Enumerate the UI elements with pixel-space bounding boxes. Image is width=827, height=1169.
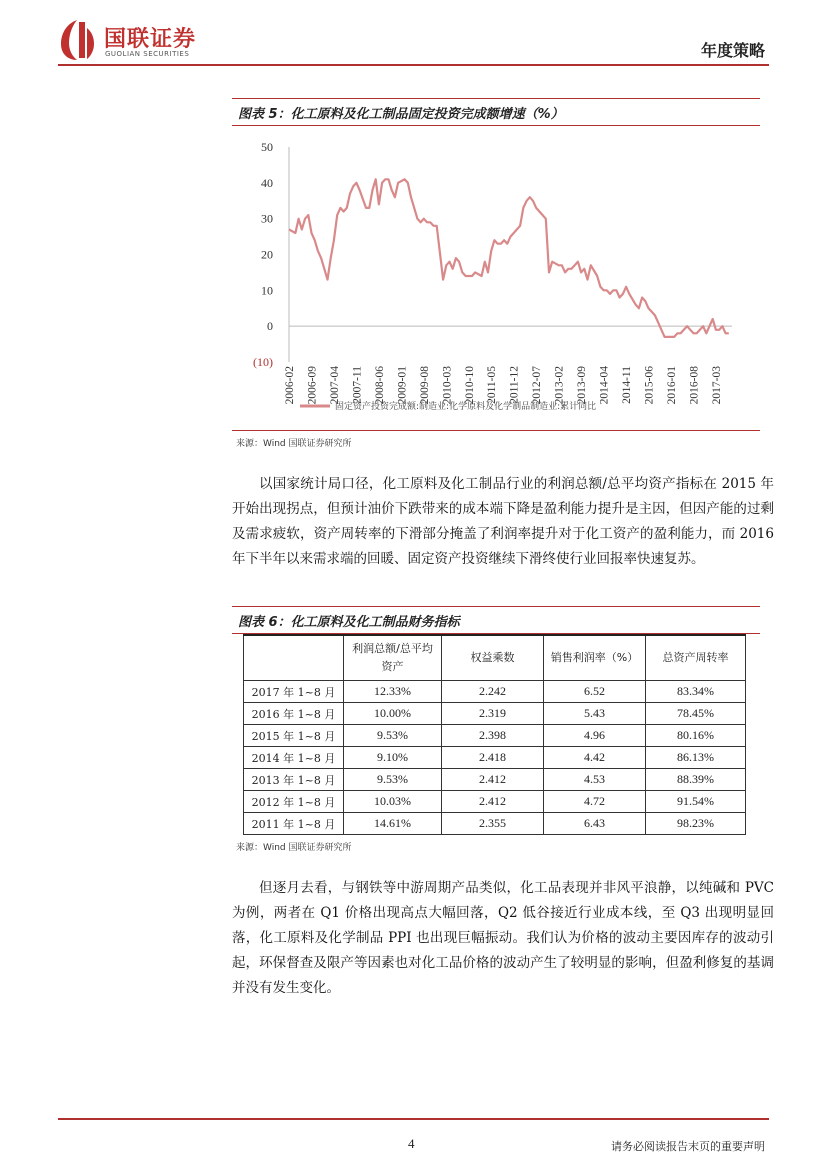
table-header-cell: 总资产周转率 [646,635,746,681]
header-divider [58,64,769,66]
x-tick-label: 2010-03 [441,366,454,405]
table-cell: 78.45% [646,703,746,725]
table-cell: 2.355 [442,813,544,835]
table-cell: 10.03% [344,791,442,813]
table-row [244,681,746,703]
table-cell: 91.54% [646,791,746,813]
table-cell: 4.42 [544,747,646,769]
table-header-cell: 权益乘数 [442,635,544,681]
x-tick-label: 2007-04 [328,366,341,405]
table-header-row [244,635,746,681]
table-cell: 4.53 [544,769,646,791]
table-cell: 98.23% [646,813,746,835]
table-row [244,747,746,769]
legend-label: 固定资产投资完成额:制造业:化学原料及化学制品制造业:累计同比 [335,402,597,412]
x-tick-label: 2006-02 [284,366,296,405]
x-tick-label: 2017-03 [710,366,723,405]
table-row [244,813,746,835]
table-cell: 4.96 [544,725,646,747]
table-cell: 9.10% [344,747,442,769]
x-tick-label: 2009-01 [396,366,409,405]
table-cell: 2.398 [442,725,544,747]
table6-title-bar [232,606,760,634]
x-tick-label: 2015-06 [643,366,656,405]
financial-indicators-table [243,634,746,835]
y-tick-label: 10 [261,283,273,298]
y-tick-label: 40 [261,175,273,190]
table-cell: 10.00% [344,703,442,725]
table-cell: 83.34% [646,681,746,703]
x-tick-label: 2011-12 [508,366,521,404]
x-tick-label: 2011-05 [486,366,499,404]
paragraph-text: 但逐月去看，与钢铁等中游周期产品类似，化工品表现并非风平浪静，以纯碱和 PVC 为例，两者在 Q1 价格出现高点大幅回落，Q2 低谷接近行业成本线，至 Q3 出现明显回落，化工原料及化学制品 PPI 也出现巨幅振动。我们认为价格的波动主要因库存的波动引起，环保督查及限产等因素也对化工品价格的波动产生了较明显的影响，但盈利修复的基调并没有发生变化。 [232,880,774,996]
x-tick-label: 2009-08 [418,366,431,405]
table-cell: 2014 年 1~8 月 [244,747,344,769]
logo-text-cn: 国联证券 [104,27,197,52]
figure5-title-bar [232,98,760,126]
logo-mark-icon [58,18,96,62]
table-cell: 2.412 [442,791,544,813]
x-tick-label: 2012-07 [531,366,544,405]
x-tick-label: 2014-04 [598,366,611,405]
table-cell: 2.412 [442,769,544,791]
table6-source: 来源：Wind 国联证券研究所 [236,843,352,853]
x-tick-label: 2007-11 [351,366,364,404]
table-cell: 2011 年 1~8 月 [244,813,344,835]
paragraph-text: 以国家统计局口径，化工原料及化工制品行业的利润总额/总平均资产指标在 2015 年开始出现拐点，但预计油价下跌带来的成本端下降是盈利能力提升是主因，但因产能的过剩及需求疲软，资产周转率的下滑部分掩盖了利润率提升对于化工资产的盈利能力，而 2016 年下半年以来需求端的回暖、固定资产投资继续下滑终使行业回报率快速复苏。 [232,476,774,567]
page-number: 4 [408,1136,415,1151]
table-cell: 2.319 [442,703,544,725]
table-cell: 9.53% [344,769,442,791]
table-cell: 2.242 [442,681,544,703]
table-cell: 2017 年 1~8 月 [244,681,344,703]
table-cell: 14.61% [344,813,442,835]
x-tick-label: 2013-09 [576,366,589,405]
table-header-cell [244,635,344,681]
x-tick-label: 2013-02 [553,366,566,405]
table-cell: 5.43 [544,703,646,725]
table-cell: 2015 年 1~8 月 [244,725,344,747]
x-tick-label: 2014-11 [621,366,634,404]
table-row [244,791,746,813]
table-cell: 6.52 [544,681,646,703]
table-row [244,769,746,791]
y-tick-label: 20 [261,247,273,262]
table-cell: 6.43 [544,813,646,835]
y-tick-label: 30 [261,211,273,226]
x-tick-label: 2008-06 [373,366,386,405]
line-chart-svg [232,130,760,430]
logo-text-en: GUOLIAN SECURITIES [105,50,190,58]
table-cell: 2016 年 1~8 月 [244,703,344,725]
table-cell: 88.39% [646,769,746,791]
page-header [0,0,827,70]
series-line [289,179,729,337]
body-paragraph-2 [232,876,774,1001]
table-row [244,703,746,725]
table-cell: 2.418 [442,747,544,769]
table-row [244,725,746,747]
table-cell: 86.13% [646,747,746,769]
report-section-label: 年度策略 [700,41,765,60]
body-paragraph-1 [232,472,774,572]
figure5-chart [232,130,760,430]
y-tick-label: 50 [261,140,273,154]
disclaimer-note: 请务必阅读报告末页的重要声明 [611,1140,765,1153]
table6-title: 图表 6：化工原料及化工制品财务指标 [238,615,460,630]
x-tick-label: 2006-09 [306,366,319,405]
footer-divider [58,1118,769,1120]
table-cell: 9.53% [344,725,442,747]
figure5-source: 来源：Wind 国联证券研究所 [236,439,352,449]
figure5-title: 图表 5：化工原料及化工制品固定投资完成额增速（%） [238,107,564,122]
table-cell: 80.16% [646,725,746,747]
figure5-bottom-rule [232,430,760,431]
x-tick-label: 2016-08 [688,366,701,405]
x-tick-label: 2016-01 [666,366,679,405]
table-header-cell: 销售利润率（%） [544,635,646,681]
table-header-cell: 利润总额/总平均资产 [344,635,442,681]
company-logo [58,18,228,64]
table-cell: 2013 年 1~8 月 [244,769,344,791]
y-tick-label: 0 [267,319,273,334]
x-tick-label: 2010-10 [463,366,476,405]
table-cell: 2012 年 1~8 月 [244,791,344,813]
table-cell: 12.33% [344,681,442,703]
y-tick-label: (10) [253,355,273,369]
table-cell: 4.72 [544,791,646,813]
